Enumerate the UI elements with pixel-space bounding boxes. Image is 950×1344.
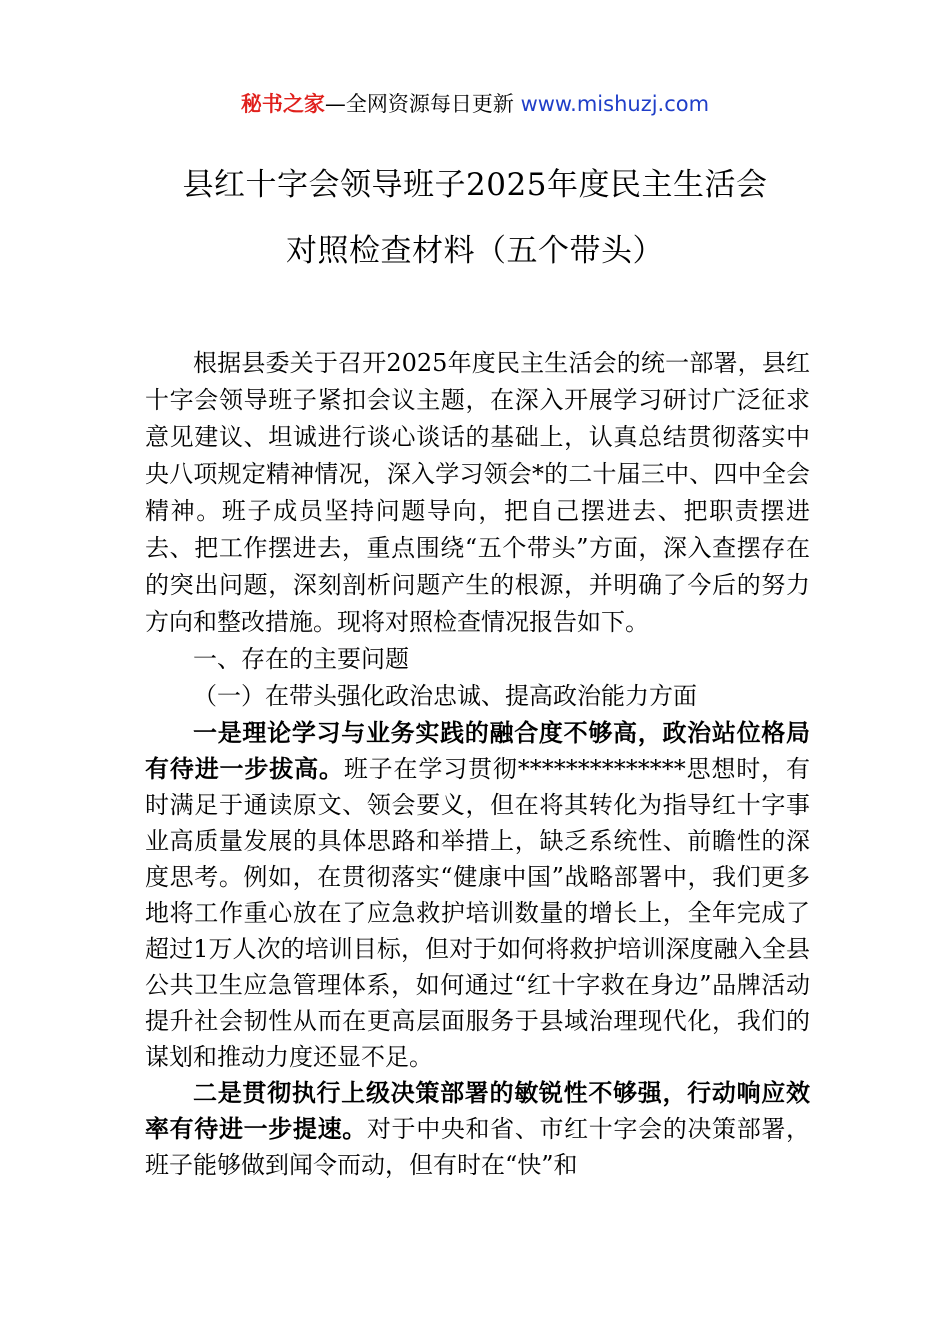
intro-paragraph: 根据县委关于召开2025年度民主生活会的统一部署，县红十字会领导班子紧扣会议主题，在深入开展学习研讨广泛征求意见建议、坦诚进行谈心谈话的基础上，认真总结贯彻落实中央八项规定精神情况，深入学习领会*的二十届三中、四中全会精神。班子成员坚持问题导向，把自己摆进去、把职责摆进去、把工作摆进去，重点围绕“五个带头”方面，深入查摆存在的突出问题，深刻剖析问题产生的根源，并明确了今后的努力方向和整改措施。现将对照检查情况报告如下。	[145, 349, 810, 636]
site-brand: 秘书之家	[240, 92, 325, 116]
point-two-lead: 二是贯彻执行上级决策部署的敏锐性不够强，行动响应效率有待进一步提速。	[145, 1078, 810, 1143]
point-one-paragraph	[145, 715, 810, 1075]
point-one-text: 班子在学习贯彻**************思想时，有时满足于通读原文、领会要义，但在将其转化为指导红十字事业高质量发展的具体思路和举措上，缺乏系统性、前瞻性的深度思考。例如，在贯彻落实“健康中国”战略部署中，我们更多地将工作重心放在了应急救护培训数量的增长上，全年完成了超过1万人次的培训目标，但对于如何将救护培训深度融入全县公共卫生应急管理体系，如何通过“红十字救在身边”品牌活动提升社会韧性从而在更高层面服务于县域治理现代化，我们的谋划和推动力度还显不足。	[145, 755, 811, 1071]
site-url-link[interactable]: www.mishuzj.com	[520, 92, 710, 116]
site-slogan: —全网资源每日更新	[324, 92, 521, 116]
document-body	[145, 345, 810, 1183]
subsection-heading: （一）在带头强化政治忠诚、提高政治能力方面	[193, 682, 697, 710]
point-one-lead: 一是理论学习与业务实践的融合度不够高，政治站位格局有待进一步拔高。	[145, 718, 810, 783]
document-title-line-1: 县红十字会领导班子2025年度民主生活会	[182, 167, 768, 203]
point-two-paragraph	[145, 1075, 810, 1183]
section-heading: 一、存在的主要问题	[193, 645, 409, 673]
point-two-text: 对于中央和省、市红十字会的决策部署，班子能够做到闻令而动，但有时在“快”和	[145, 1115, 811, 1179]
document-title-line-2: 对照检查材料（五个带头）	[286, 233, 664, 269]
site-header	[0, 88, 950, 120]
